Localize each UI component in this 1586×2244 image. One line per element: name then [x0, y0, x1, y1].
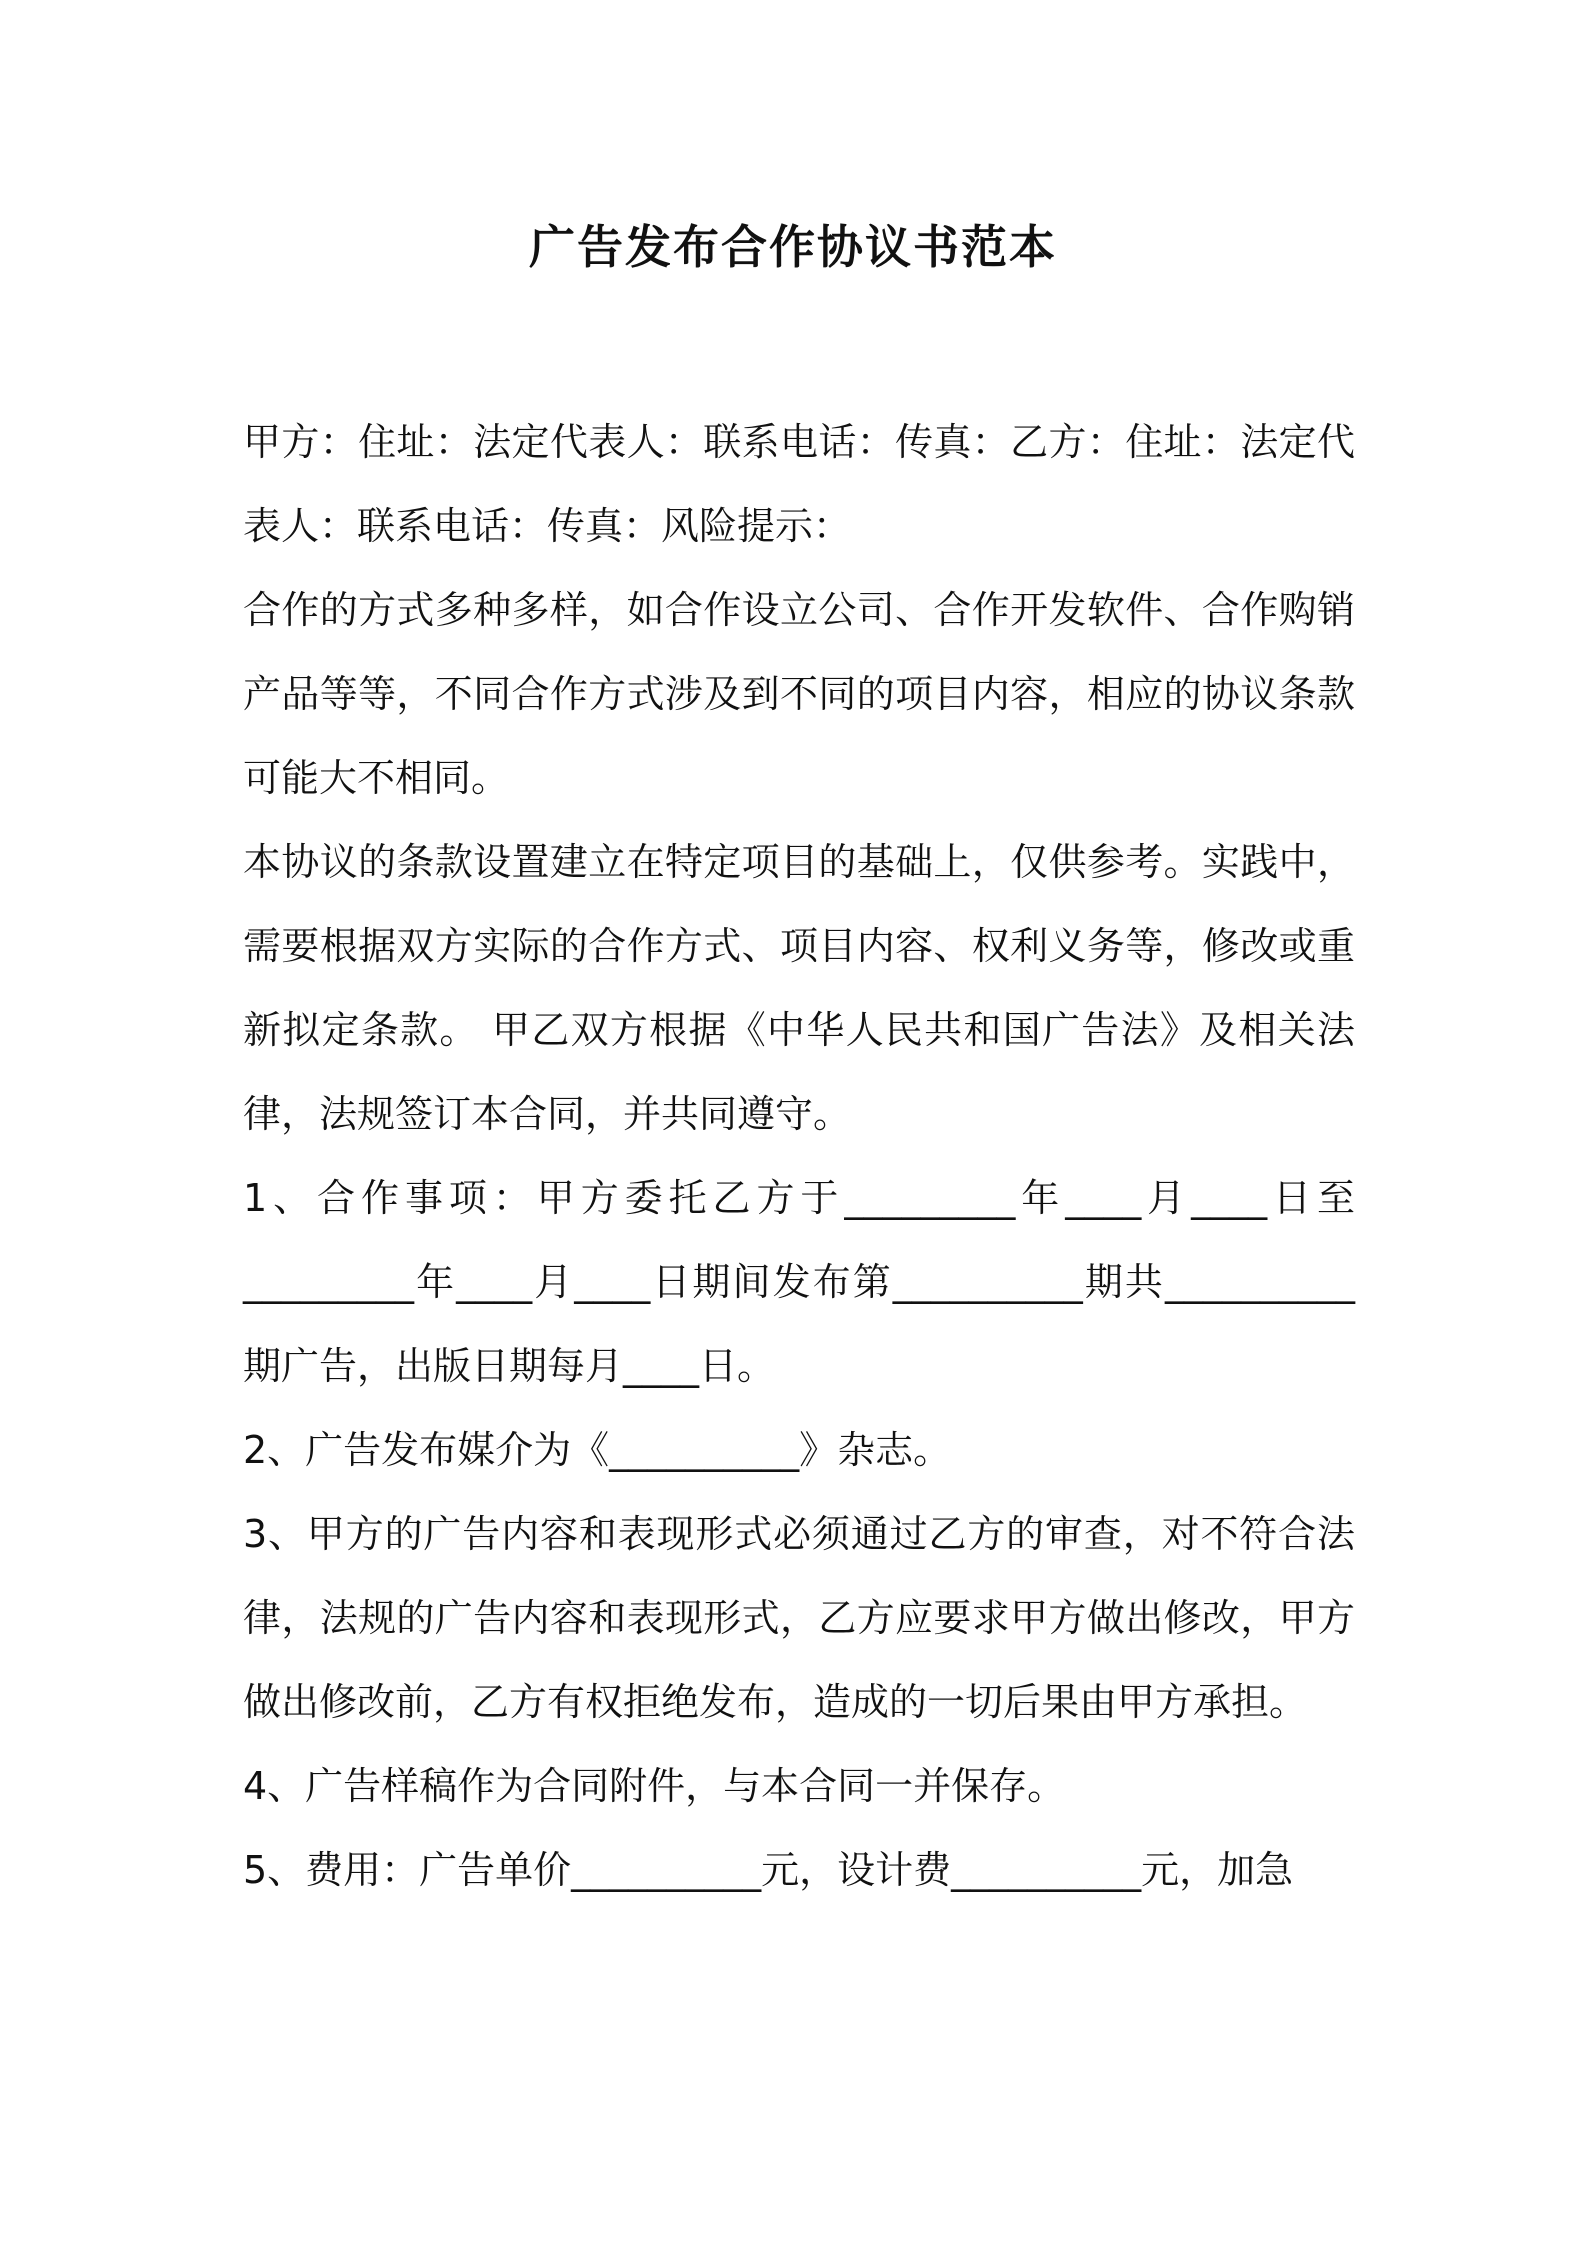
clause-5-fees: 5、费用：广告单价__________元，设计费__________元，加急 [243, 1848, 1294, 1892]
document-body [243, 400, 1355, 1912]
paragraph-risk-note: 合作的方式多种多样，如合作设立公司、合作开发软件、合作购销产品等等，不同合作方式涉及到不同的项目内容，相应的协议条款可能大不相同。 [243, 588, 1355, 800]
clause-4-sample: 4、广告样稿作为合同附件，与本合同一并保存。 [243, 1764, 1066, 1808]
paragraph-reference-note: 本协议的条款设置建立在特定项目的基础上，仅供参考。实践中，需要根据双方实际的合作方式、项目内容、权利义务等，修改或重新拟定条款。 甲乙双方根据《中华人民共和国广告法》及相关法律，法规签订本合同，并共同遵守。 [243, 840, 1355, 1136]
clause-1-cooperation: 1、合作事项：甲方委托乙方于_________年____月____日至_________年____月____日期间发布第__________期共__________期广告，出版日期每月____日。 [243, 1176, 1355, 1388]
document-title: 广告发布合作协议书范本 [529, 220, 1057, 274]
paragraph-parties: 甲方：住址：法定代表人：联系电话：传真：乙方：住址：法定代表人：联系电话：传真：风险提示： [243, 420, 1355, 548]
clause-2-media: 2、广告发布媒介为《__________》杂志。 [243, 1428, 952, 1472]
clause-3-review: 3、甲方的广告内容和表现形式必须通过乙方的审查，对不符合法律，法规的广告内容和表现形式，乙方应要求甲方做出修改，甲方做出修改前，乙方有权拒绝发布，造成的一切后果由甲方承担。 [243, 1512, 1355, 1724]
